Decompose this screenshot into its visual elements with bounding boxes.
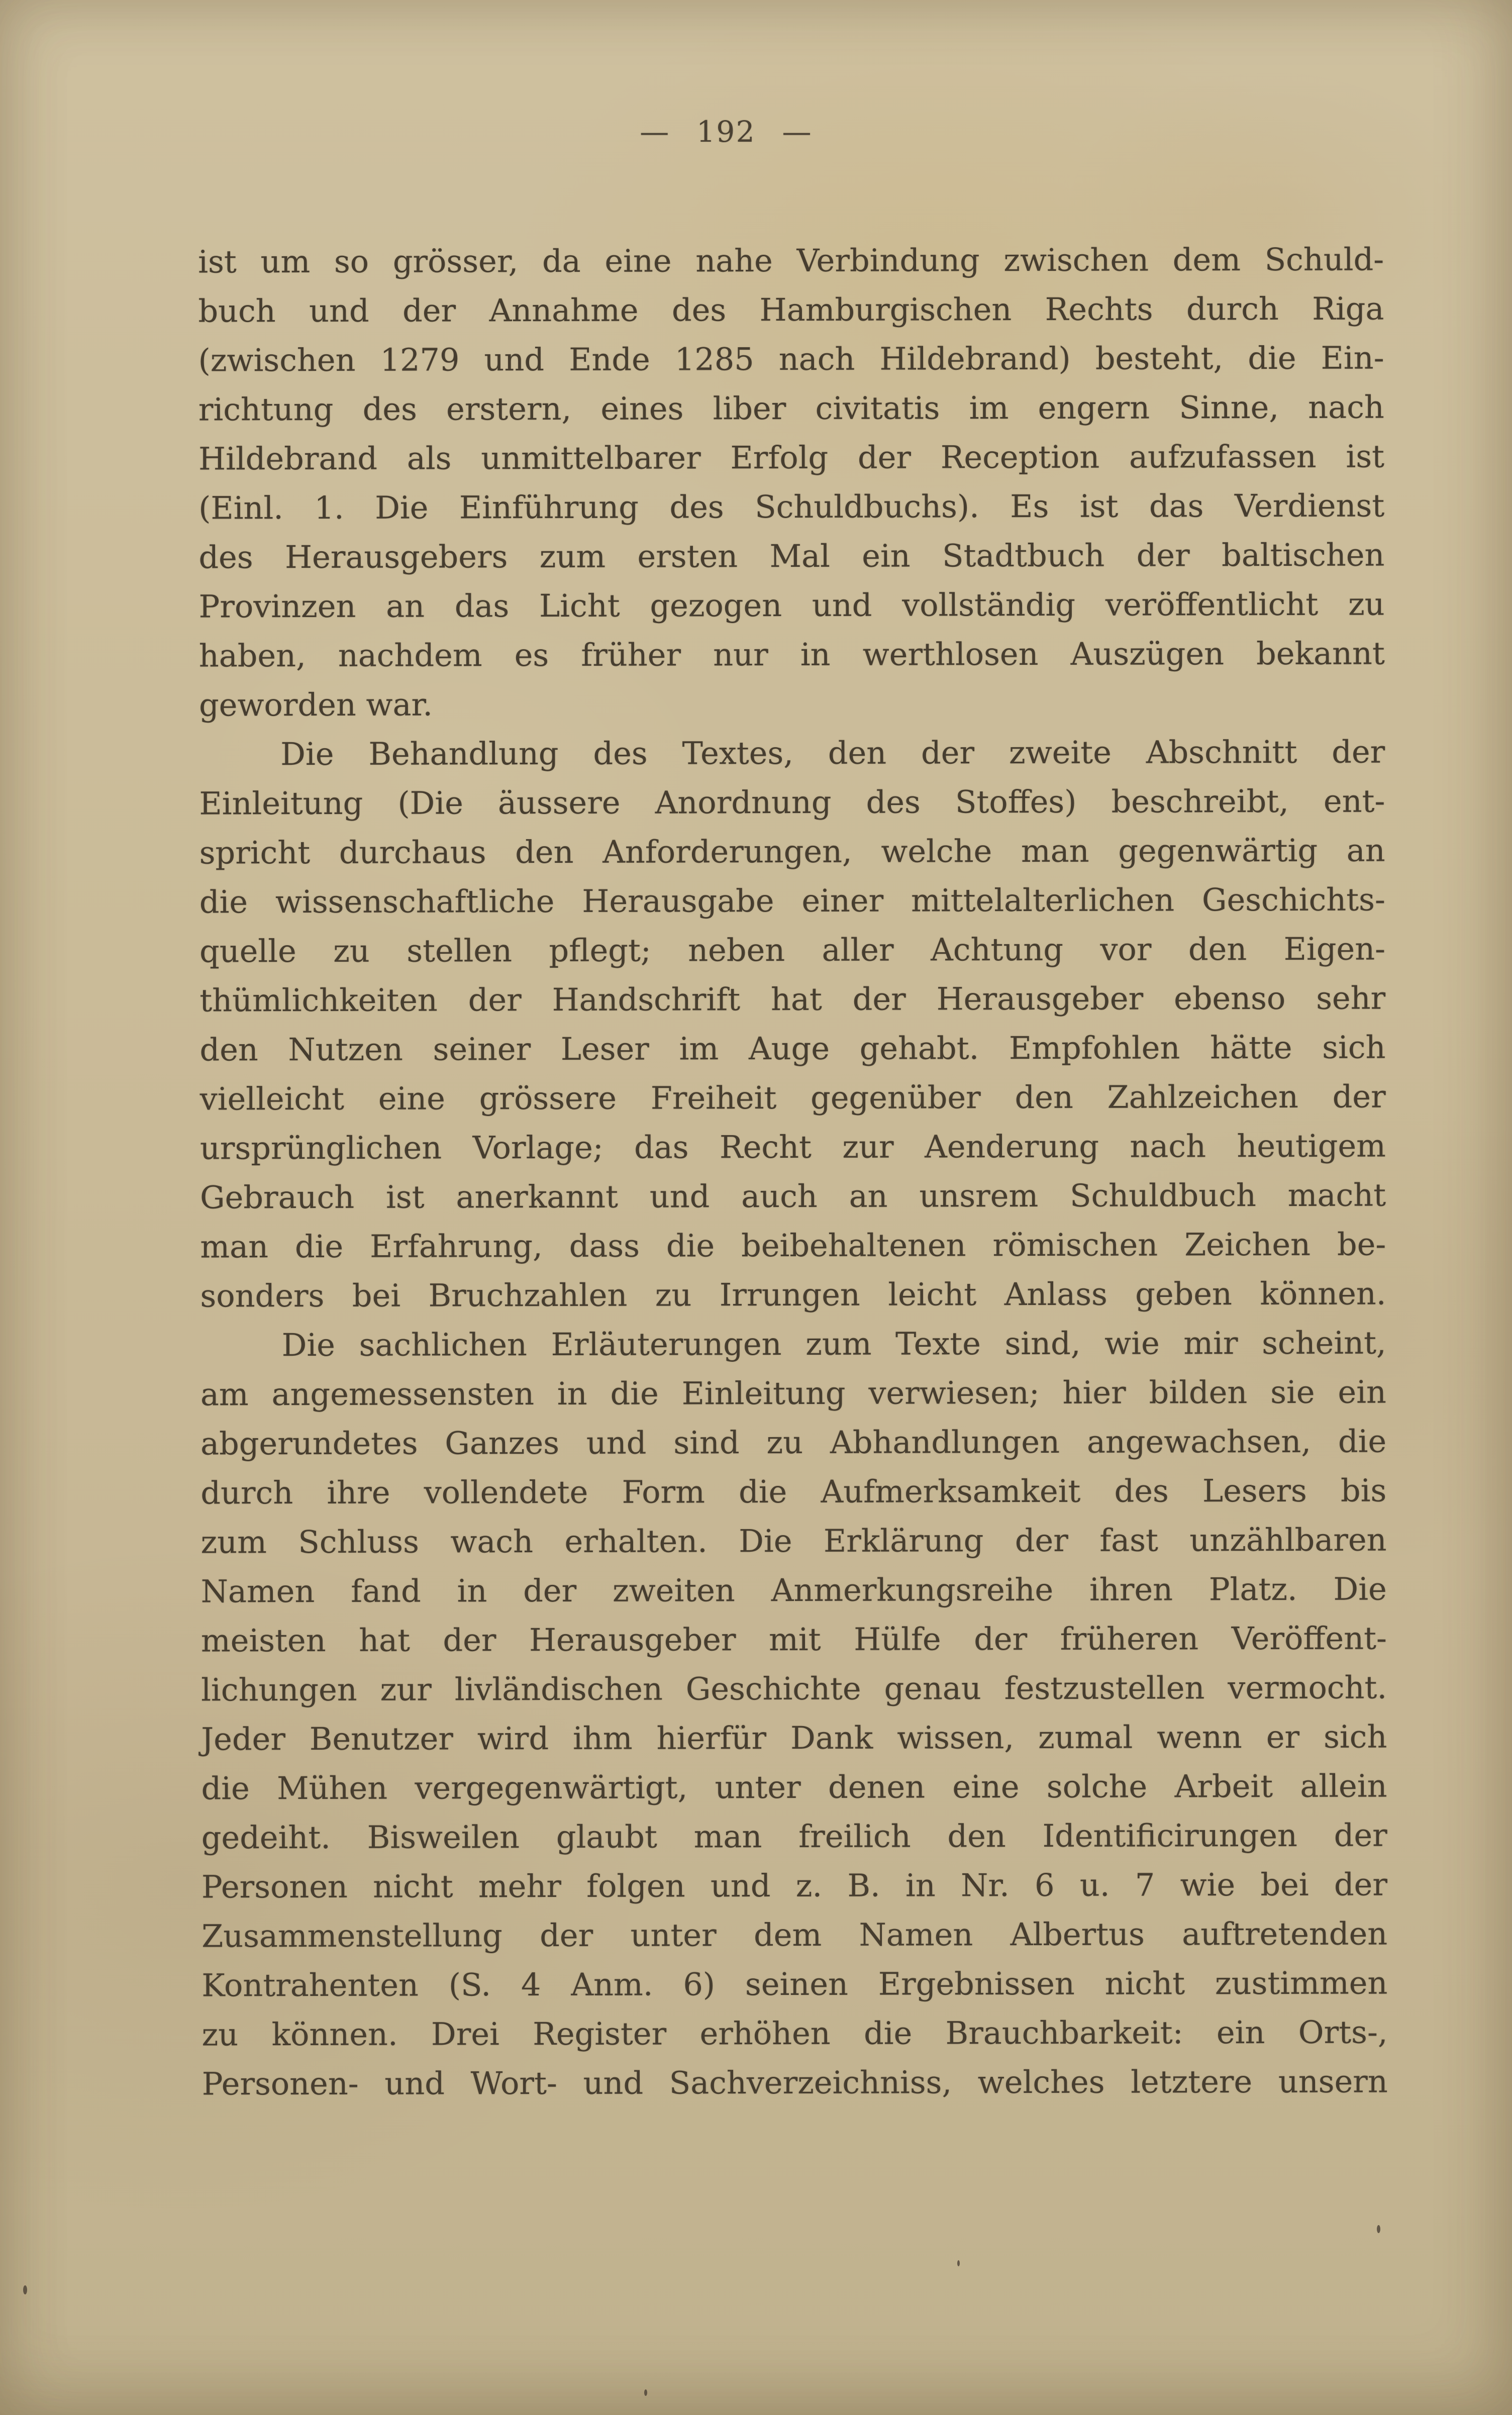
text-line: meisten hat der Herausgeber mit Hülfe der früheren Veröffent- <box>200 1620 1387 1659</box>
text-line: Einleitung (Die äussere Anordnung des Stoffes) beschreibt, ent- <box>199 782 1385 822</box>
text-line: vielleicht eine grössere Freiheit gegenüber den Zahlzeichen der <box>199 1078 1386 1118</box>
text-line: Die sachlichen Erläuterungen zum Texte sind, wie mir scheint, <box>281 1324 1386 1364</box>
text-line: Kontrahenten (S. 4 Anm. 6) seinen Ergebnissen nicht zustimmen <box>201 1964 1388 2004</box>
text-line: lichungen zur livländischen Geschichte genau festzustellen vermocht. <box>201 1669 1387 1708</box>
text-line: thümlichkeiten der Handschrift hat der Herausgeber ebenso sehr <box>199 979 1386 1019</box>
text-line: zum Schluss wach erhalten. Die Erklärung der fast unzählbaren <box>200 1521 1387 1561</box>
text-line: spricht durchaus den Anforderungen, welche man gegenwärtig an <box>199 832 1385 871</box>
text-line: haben, nachdem es früher nur in werthlosen Auszügen bekannt <box>198 635 1385 674</box>
paper-speck <box>644 2389 647 2396</box>
text-line: (zwischen 1279 und Ende 1285 nach Hildebrand) besteht, die Ein- <box>198 339 1384 379</box>
text-line: des Herausgebers zum ersten Mal ein Stadtbuch der baltischen <box>198 536 1385 576</box>
text-line: Personen nicht mehr folgen und z. B. in Nr. 6 u. 7 wie bei der <box>201 1866 1388 1905</box>
text-line: Die Behandlung des Textes, den der zweite Abschnitt der <box>280 733 1385 773</box>
text-line: durch ihre vollendete Form die Aufmerksamkeit des Lesers bis <box>200 1472 1387 1512</box>
paper-speck <box>23 2285 27 2294</box>
text-line: geworden war. <box>198 686 433 724</box>
text-line: ursprünglichen Vorlage; das Recht zur Aenderung nach heutigem <box>199 1127 1386 1167</box>
text-line: sonders bei Bruchzahlen zu Irrungen leicht Anlass geben können. <box>200 1275 1386 1315</box>
text-line: richtung des erstern, eines liber civitatis im engern Sinne, nach <box>198 388 1384 428</box>
text-line: Jeder Benutzer wird ihm hierfür Dank wissen, zumal wenn er sich <box>201 1718 1387 1758</box>
text-line: ist um so grösser, da eine nahe Verbindung zwischen dem Schuld- <box>198 241 1384 280</box>
text-line: den Nutzen seiner Leser im Auge gehabt. Empfohlen hätte sich <box>199 1029 1386 1068</box>
text-line: am angemessensten in die Einleitung verwiesen; hier bilden sie ein <box>200 1373 1386 1413</box>
text-line: Gebrauch ist anerkannt und auch an unsrem Schuldbuch macht <box>200 1176 1386 1216</box>
text-line: abgerundetes Ganzes und sind zu Abhandlungen angewachsen, die <box>200 1423 1387 1462</box>
page-number: — 192 — <box>640 115 813 149</box>
text-line: Hildebrand als unmittelbarer Erfolg der Reception aufzufassen ist <box>198 438 1385 477</box>
page-header <box>200 115 1386 149</box>
text-line: Provinzen an das Licht gezogen und vollständig veröffentlicht zu <box>198 585 1385 625</box>
paper-speck <box>1377 2225 1380 2233</box>
text-line: die wissenschaftliche Herausgabe einer mittelalterlichen Geschichts- <box>199 881 1385 921</box>
text-line: Zusammenstellung der unter dem Namen Albertus auftretenden <box>201 1915 1388 1955</box>
text-line: man die Erfahrung, dass die beibehaltenen römischen Zeichen be- <box>200 1226 1386 1265</box>
text-line: (Einl. 1. Die Einführung des Schuldbuchs). Es ist das Verdienst <box>198 487 1385 527</box>
text-line: Personen- und Wort- und Sachverzeichniss, welches letztere unsern <box>201 2063 1388 2102</box>
text-line: buch und der Annahme des Hamburgischen Rechts durch Riga <box>198 290 1384 330</box>
text-line: Namen fand in der zweiten Anmerkungsreihe ihren Platz. Die <box>200 1570 1387 1610</box>
text-block <box>198 235 1388 2109</box>
text-line: quelle zu stellen pflegt; neben aller Achtung vor den Eigen- <box>199 930 1386 970</box>
text-line: zu können. Drei Register erhöhen die Brauchbarkeit: ein Orts-, <box>201 2014 1388 2053</box>
text-line: die Mühen vergegenwärtigt, unter denen eine solche Arbeit allein <box>201 1767 1387 1807</box>
paper-speck <box>957 2260 960 2266</box>
text-line: gedeiht. Bisweilen glaubt man freilich den Identificirungen der <box>201 1817 1387 1856</box>
